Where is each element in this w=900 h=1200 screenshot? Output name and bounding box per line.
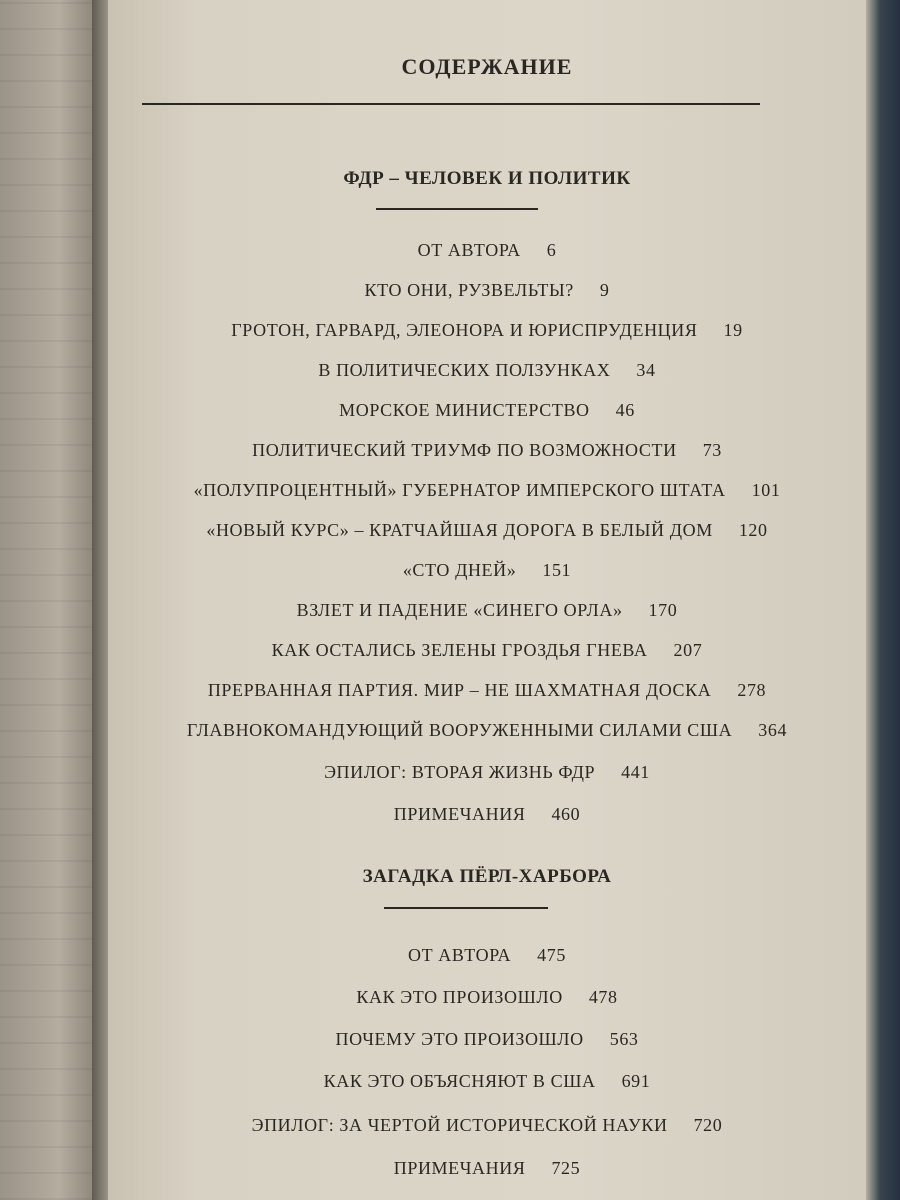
- toc-entry: [108, 680, 866, 701]
- title-rule: [142, 103, 760, 105]
- contents-page: [108, 0, 866, 1200]
- toc-entry: [108, 560, 866, 581]
- toc-entry: [108, 240, 866, 261]
- toc-entry: [108, 280, 866, 301]
- toc-entry: [108, 1071, 866, 1092]
- page-title: СОДЕРЖАНИЕ: [401, 54, 573, 79]
- toc-entry: [108, 640, 866, 661]
- toc-entry-page: 563: [609, 1029, 639, 1049]
- toc-entry-page: 46: [615, 400, 635, 420]
- toc-entry-page: 725: [551, 1158, 581, 1178]
- toc-entry: [108, 1029, 866, 1050]
- toc-entry-page: 207: [673, 640, 703, 660]
- toc-entry-title: ВЗЛЕТ И ПАДЕНИЕ «СИНЕГО ОРЛА»: [296, 600, 623, 620]
- toc-entry: [108, 320, 866, 341]
- toc-entry: [108, 945, 866, 966]
- toc-entry-page: 9: [599, 280, 610, 300]
- toc-entry-page: 6: [546, 240, 557, 260]
- toc-entry: [108, 720, 866, 741]
- toc-entry-page: 151: [542, 560, 572, 580]
- toc-entry-title: ГЛАВНОКОМАНДУЮЩИЙ ВООРУЖЕННЫМИ СИЛАМИ США: [186, 720, 733, 740]
- toc-entry-title: ЭПИЛОГ: ВТОРАЯ ЖИЗНЬ ФДР: [324, 762, 596, 782]
- toc-entry-title: КАК ОСТАЛИСЬ ЗЕЛЕНЫ ГРОЗДЬЯ ГНЕВА: [271, 640, 648, 660]
- toc-entry-page: 475: [537, 945, 566, 965]
- toc-entry-title: «НОВЫЙ КУРС» – КРАТЧАЙШАЯ ДОРОГА В БЕЛЫЙ ДОМ: [206, 520, 713, 540]
- section-rule: [384, 907, 548, 909]
- toc-entry-title: ПРЕРВАННАЯ ПАРТИЯ. МИР – НЕ ШАХМАТНАЯ ДОСКА: [207, 680, 712, 700]
- toc-entry: [108, 480, 866, 501]
- book-cover-edge: [866, 0, 900, 1200]
- toc-entry-title: ПРИМЕЧАНИЯ: [393, 1158, 526, 1178]
- toc-entry-title: ПОЧЕМУ ЭТО ПРОИЗОШЛО: [335, 1029, 584, 1049]
- toc-entry: [108, 1115, 866, 1136]
- toc-entry-title: ПРИМЕЧАНИЯ: [393, 804, 526, 824]
- toc-entry-page: 73: [702, 440, 722, 460]
- section-title: ФДР – ЧЕЛОВЕК И ПОЛИТИК: [343, 168, 631, 189]
- toc-entry: [108, 804, 866, 825]
- toc-entry: [108, 440, 866, 461]
- toc-entry-title: МОРСКОЕ МИНИСТЕРСТВО: [339, 400, 590, 420]
- toc-entry: [108, 987, 866, 1008]
- toc-entry-page: 34: [636, 360, 656, 380]
- toc-entry-title: КАК ЭТО ПРОИЗОШЛО: [356, 987, 563, 1007]
- toc-entry-title: В ПОЛИТИЧЕСКИХ ПОЛЗУНКАХ: [318, 360, 611, 380]
- toc-entry-page: 720: [693, 1115, 723, 1135]
- toc-entry-page: 170: [648, 600, 678, 620]
- section-rule: [376, 208, 538, 210]
- toc-entry-page: 460: [551, 804, 581, 824]
- toc-entry-page: 278: [737, 680, 767, 700]
- toc-entry-title: КАК ЭТО ОБЪЯСНЯЮТ В США: [323, 1071, 596, 1091]
- toc-entry: [108, 1158, 866, 1179]
- toc-entry-page: 364: [758, 720, 788, 740]
- toc-entry-page: 691: [621, 1071, 651, 1091]
- toc-entry-title: ГРОТОН, ГАРВАРД, ЭЛЕОНОРА И ЮРИСПРУДЕНЦИЯ: [231, 320, 698, 340]
- toc-entry: [108, 360, 866, 381]
- toc-entry-title: КТО ОНИ, РУЗВЕЛЬТЫ?: [364, 280, 574, 300]
- toc-entry-title: ПОЛИТИЧЕСКИЙ ТРИУМФ ПО ВОЗМОЖНОСТИ: [252, 440, 677, 460]
- toc-entry-title: ОТ АВТОРА: [408, 945, 512, 965]
- toc-entry: [108, 762, 866, 783]
- toc-entry-page: 441: [621, 762, 650, 782]
- toc-entry-page: 101: [751, 480, 781, 500]
- toc-entry-page: 478: [588, 987, 618, 1007]
- toc-entry: [108, 520, 866, 541]
- toc-entry-page: 19: [723, 320, 743, 340]
- toc-entry-title: ЭПИЛОГ: ЗА ЧЕРТОЙ ИСТОРИЧЕСКОЙ НАУКИ: [251, 1115, 668, 1135]
- section-title: ЗАГАДКА ПЁРЛ-ХАРБОРА: [362, 866, 612, 887]
- toc-entry: [108, 600, 866, 621]
- toc-entry-title: ОТ АВТОРА: [417, 240, 521, 260]
- toc-entry: [108, 400, 866, 421]
- toc-entry-page: 120: [738, 520, 768, 540]
- toc-entry-title: «СТО ДНЕЙ»: [402, 560, 517, 580]
- toc-entry-title: «ПОЛУПРОЦЕНТНЫЙ» ГУБЕРНАТОР ИМПЕРСКОГО ШТАТА: [193, 480, 726, 500]
